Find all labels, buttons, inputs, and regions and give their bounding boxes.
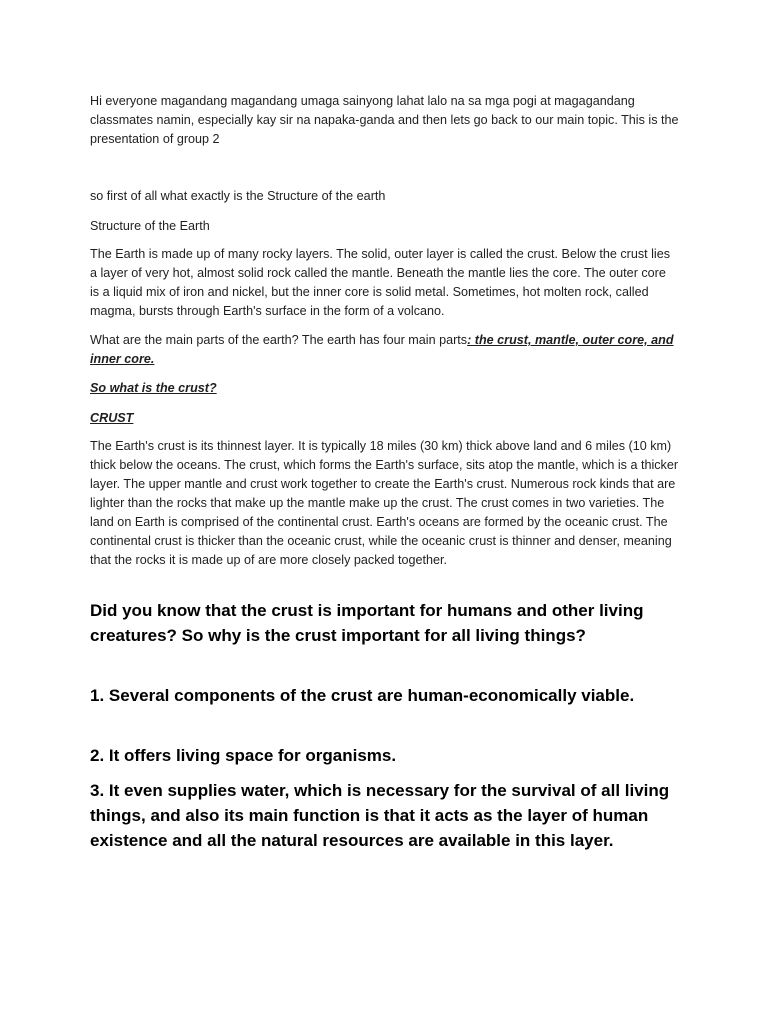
- main-parts-emphasis: : the crust, mantle, outer core, and inner core.: [90, 333, 674, 366]
- point-3: 3. It even supplies water, which is necessary for the survival of all living things, and also its main function is that it acts as the layer of human existence and all the natural resources are available in this layer.: [90, 781, 670, 850]
- intro-paragraph: Hi everyone magandang magandang umaga sainyong lahat lalo na sa mga pogi at magagandang classmates namin, especially kay sir na napaka-ganda and then lets go back to our main topic. This is the presentation of group 2: [90, 94, 679, 146]
- point-2: 2. It offers living space for organisms.: [90, 746, 397, 765]
- point-1: 1. Several components of the crust are human-economically viable.: [90, 686, 635, 705]
- crust-heading: CRUST: [90, 411, 134, 425]
- structure-question: so first of all what exactly is the Structure of the earth: [90, 189, 386, 203]
- importance-question: Did you know that the crust is important for humans and other living creatures? So why is the crust important for all living things?: [90, 601, 644, 645]
- structure-paragraph: The Earth is made up of many rocky layers. The solid, outer layer is called the crust. Below the crust lies a layer of very hot, almost solid rock called the mantle. Beneath the mantle lies the core. The outer core is a liquid mix of iron and nickel, but the inner core is solid metal. Sometimes, hot molten rock, called magma, bursts through Earth's surface in the form of a volcano.: [90, 247, 671, 318]
- main-parts-paragraph: [90, 331, 680, 369]
- crust-paragraph: The Earth's crust is its thinnest layer. It is typically 18 miles (30 km) thick above land and 6 miles (10 km) thick below the oceans. The crust, which forms the Earth's surface, sits atop the mantle, which is a thicker layer. The upper mantle and crust work together to create the Earth's crust. Numerous rock kinds that are lighter than the rocks that make up the mantle make up the crust. The crust comes in two varieties. The land on Earth is comprised of the continental crust. Earth's oceans are formed by the oceanic crust. The continental crust is thicker than the oceanic crust, while the oceanic crust is thinner and denser, meaning that the rocks it is made up of are more closely packed together.: [90, 439, 679, 567]
- main-parts-lead: What are the main parts of the earth? The earth has four main parts: [90, 333, 468, 347]
- structure-heading: Structure of the Earth: [90, 219, 210, 233]
- crust-question: So what is the crust?: [90, 381, 217, 395]
